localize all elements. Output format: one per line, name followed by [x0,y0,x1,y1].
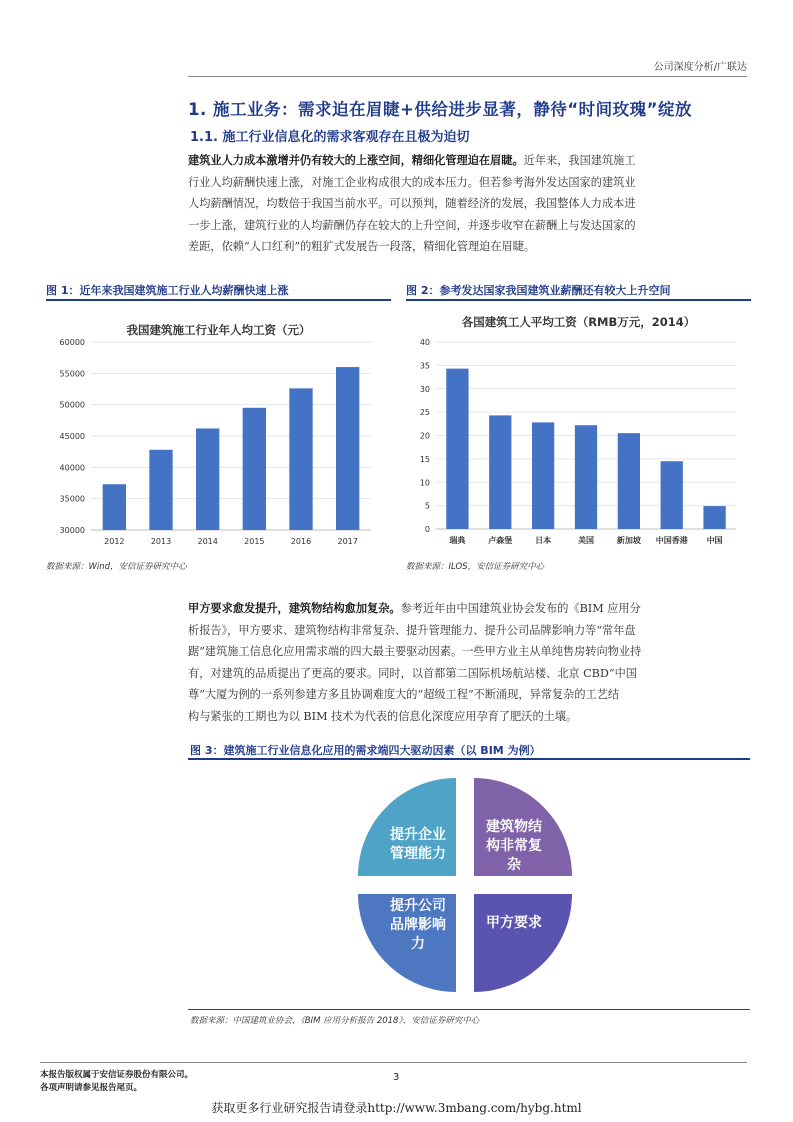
header-title: 公司深度分析/广联达 [653,62,747,73]
y-tick-label: 30000 [59,526,85,535]
footer-divider [40,1062,747,1063]
paragraph-labor-cost [188,150,750,258]
paragraph-line: 人均薪酬情况，均数倍于我国当前水平。可以预判，随着经济的发展，我国整体人力成本进 [188,197,636,210]
quadrant-label-brand: 提升公司 品牌影响 力 [390,898,446,952]
x-tick-label: 美国 [578,536,594,545]
header-divider [188,76,747,77]
figure-1-source: 数据来源：Wind，安信证券研究中心 [46,562,187,572]
paragraph-line: 尊”大厦为例的一系列参建方多且协调难度大的“超级工程”不断涌现，异常复杂的工艺结 [188,688,620,701]
x-tick-label: 瑞典 [449,536,466,545]
y-tick-label: 0 [424,525,430,534]
bar-2016 [289,388,312,530]
bar-中国香港 [661,461,683,529]
bar-美国 [575,425,597,529]
section-heading: 1. 施工业务：需求迫在眉睫+供给进步显著，静待“时间玫瑰”绽放 [188,100,693,119]
figure-2-rule [406,299,751,301]
x-tick-label: 中国香港 [655,536,688,545]
paragraph-line: 踞”建筑施工信息化应用需求端的四大最主要驱动因素。一些甲方业主从单纯售房转向物业持 [188,645,642,658]
y-tick-label: 40000 [59,463,85,473]
y-tick-label: 15 [419,454,430,464]
x-tick-label: 日本 [535,536,552,545]
chart-2-country-wages [406,330,751,555]
figure-3-source: 数据来源：中国建筑业协会，《BIM 应用分析报告 2018》，安信证券研究中心 [190,1016,480,1026]
y-tick-label: 55000 [59,369,85,379]
bar-中国 [703,506,725,529]
x-tick-label: 卢森堡 [488,536,513,545]
quadrant-label-structure: 建筑物结 构非常复 杂 [486,819,542,873]
bar-2013 [149,450,172,530]
figure-3-title: 图 3：建筑施工行业信息化应用的需求端四大驱动因素（以 BIM 为例） [190,744,541,757]
subsection-heading: 1.1. 施工行业信息化的需求客观存在且极为迫切 [190,130,470,145]
x-tick-label: 2014 [197,537,218,546]
chart-1-wage-trend [46,335,391,555]
y-tick-label: 35000 [59,494,85,504]
bar-日本 [532,422,554,529]
y-tick-label: 60000 [59,338,85,347]
bar-卢森堡 [489,415,511,529]
paragraph-lead: 建筑业人力成本激增并仍有较大的上涨空间，精细化管理迫在眉睫。 [188,153,524,167]
paragraph-lead: 甲方要求愈发提升，建筑物结构愈加复杂。 [188,601,401,615]
bar-2015 [243,408,266,530]
y-tick-label: 25 [419,408,430,418]
figure-3-bottom-rule [188,1009,750,1010]
figure-2-source: 数据来源：ILOS，安信证券研究中心 [406,562,545,572]
quadrant-label-management: 提升企业 管理能力 [390,827,446,862]
paragraph-line: 有，对建筑的品质提出了更高的要求。同时，以首都第二国际机场航站楼、北京 CBD“中国 [188,666,637,680]
figure-3-rule [188,758,750,760]
bar-2012 [103,484,126,530]
y-tick-label: 35 [419,361,430,371]
bar-2014 [196,428,219,530]
paragraph-line: 差距，依赖“人口红利”的粗犷式发展告一段落，精细化管理迫在眉睫。 [188,240,536,253]
x-tick-label: 2012 [104,537,125,546]
promo-link[interactable]: 获取更多行业研究报告请登录http://www.3mbang.com/hybg.html [211,1101,582,1115]
x-tick-label: 新加坡 [616,536,641,545]
y-tick-label: 45000 [59,432,85,441]
page-number: 3 [393,1072,400,1083]
paragraph-line: 构与紧张的工期也为以 BIM 技术为代表的信息化深度应用孕育了肥沃的土壤。 [188,709,578,723]
x-tick-label: 2016 [290,537,312,546]
y-tick-label: 10 [419,478,430,488]
footer-copyright: 本报告版权属于安信证券股份有限公司。 [40,1070,194,1080]
y-tick-label: 20 [419,431,430,441]
bar-新加坡 [618,433,640,529]
chart-1-title: 我国建筑施工行业年人均工资（元） [126,323,311,337]
x-tick-label: 中国 [706,536,723,545]
y-tick-label: 40 [419,338,430,347]
figure-1-title: 图 1：近年来我国建筑施工行业人均薪酬快速上涨 [46,284,289,297]
paragraph-line: 行业人均薪酬快速上涨，对施工企业构成很大的成本压力。但若参考海外发达国家的建筑业 [188,175,636,189]
paragraph-line: 参考近年由中国建筑业协会发布的《BIM 应用分 [400,602,641,615]
driver-circle-diagram [350,770,580,1000]
bar-2017 [336,367,359,530]
quadrant-label-client: 甲方要求 [486,915,542,931]
quadrant-bottom-right [474,894,572,992]
paragraph-line: 一步上涨，建筑行业的人均薪酬仍存在较大的上升空间，并逐步收窄在薪酬上与发达国家的 [188,218,636,232]
y-tick-label: 30 [419,384,430,394]
figure-2-title: 图 2：参考发达国家我国建筑业薪酬还有较大上升空间 [406,284,671,297]
x-tick-label: 2013 [150,537,172,546]
paragraph-line: 近年来，我国建筑施工 [523,154,636,167]
paragraph-client-demand [188,598,750,727]
y-tick-label: 50000 [59,400,85,410]
x-tick-label: 2015 [244,537,265,546]
bar-瑞典 [446,369,468,529]
chart-2-title: 各国建筑工人平均工资（RMB万元，2014） [461,315,696,329]
x-tick-label: 2017 [337,537,358,546]
y-tick-label: 5 [424,501,430,511]
footer-disclaimer: 各项声明请参见报告尾页。 [40,1083,143,1093]
paragraph-line: 析报告》，甲方要求、建筑物结构非常复杂、提升管理能力、提升公司品牌影响力等“常年盘 [188,623,636,637]
figure-1-rule [46,299,391,301]
